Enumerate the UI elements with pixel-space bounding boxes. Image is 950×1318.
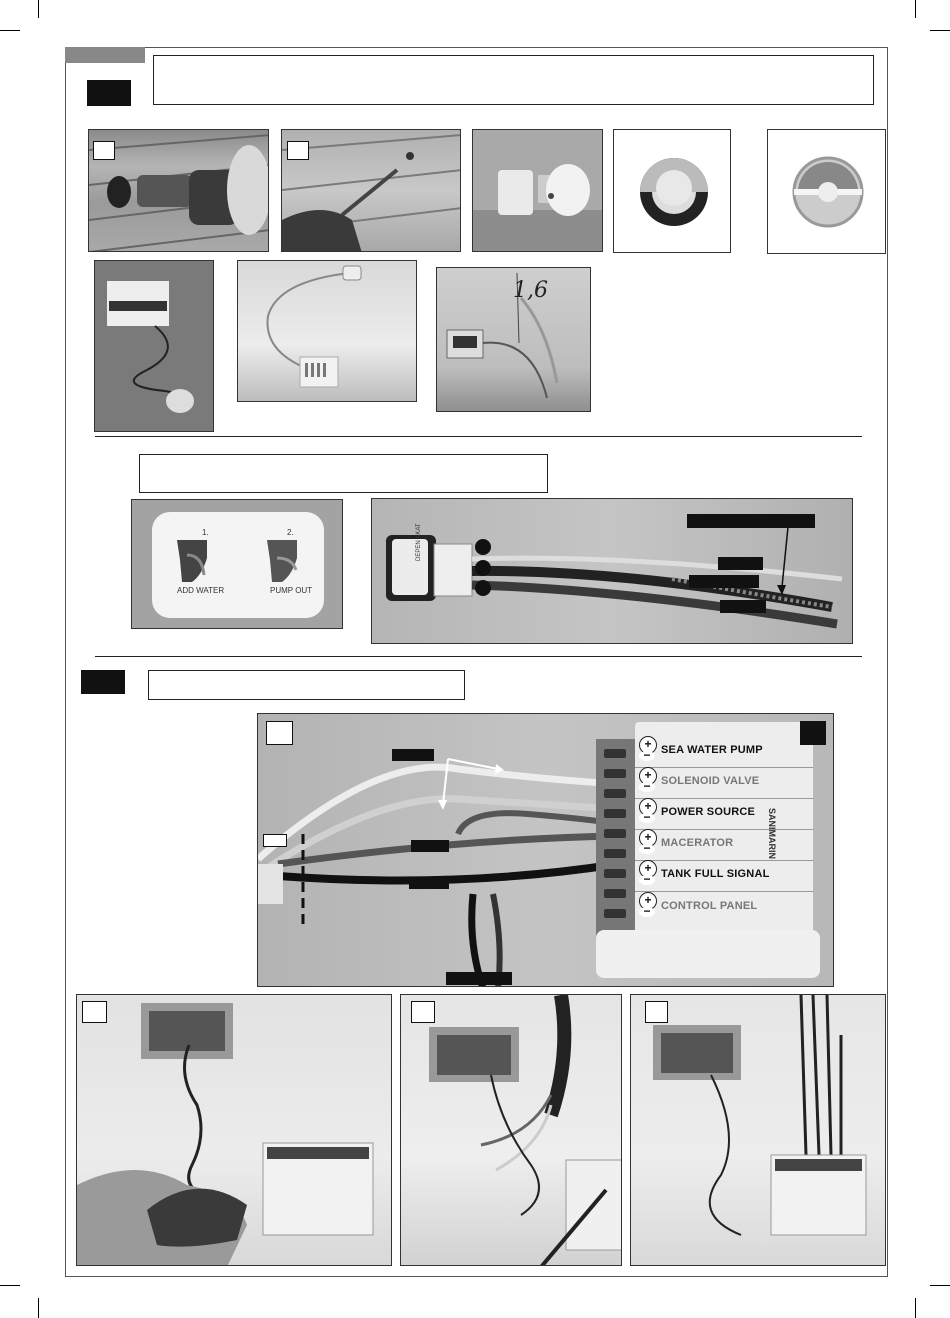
- photo-wiring-terminal: [257, 713, 834, 987]
- section-divider: [95, 656, 862, 657]
- callout-label: [687, 514, 815, 528]
- step-number-box: [411, 1001, 435, 1023]
- panel-row: [635, 829, 813, 861]
- plus-icon: +: [639, 767, 657, 785]
- button1-label: ADD WATER: [177, 586, 225, 595]
- section-title-box: [139, 454, 548, 493]
- photo-sensor-cable: [237, 260, 417, 402]
- wire-label: [409, 877, 449, 889]
- step-number-box: [287, 141, 309, 160]
- photo-wall-mount-handwriting: [436, 267, 591, 412]
- wire-label: [411, 840, 449, 852]
- crop-mark: [0, 30, 20, 31]
- wire-label: [263, 834, 287, 847]
- step-number-box: [645, 1001, 668, 1023]
- plus-icon: +: [639, 860, 657, 878]
- crop-mark: [930, 30, 950, 31]
- photo-control-panel: [131, 499, 343, 629]
- label-power-source: POWER SOURCE: [661, 806, 756, 818]
- label-solenoid-valve: SOLENOID VALVE: [661, 775, 760, 787]
- minus-icon: −: [639, 875, 655, 885]
- photo-stop-button: [613, 129, 731, 253]
- photo-button-parts: [472, 129, 603, 252]
- photo-screwdriver-mount: [76, 994, 392, 1266]
- button1-number: 1.: [202, 528, 209, 537]
- crop-mark: [915, 1298, 916, 1318]
- label-marker: [800, 721, 826, 745]
- step-badge: [81, 670, 125, 694]
- photo-hole-saw: [88, 129, 269, 252]
- panel-row: [635, 767, 813, 799]
- step-badge: [87, 80, 131, 106]
- crop-mark: [915, 0, 916, 18]
- button2-number: 2.: [287, 528, 294, 537]
- wire-marker-dot: [475, 539, 491, 555]
- crop-mark: [930, 1285, 950, 1286]
- wire-label: [392, 749, 434, 761]
- photo-final-mount: [630, 994, 886, 1266]
- panel-row: [635, 860, 813, 892]
- label-tank-full-signal: TANK FULL SIGNAL: [661, 868, 770, 880]
- photo-control-box-cable: [94, 260, 214, 432]
- brand-logo: SANIMARIN: [767, 808, 777, 859]
- callout-label: [689, 575, 759, 588]
- terminal-label-panel: [635, 722, 813, 930]
- handwritten-note: 1,6: [513, 278, 548, 303]
- photo-round-indicator: [767, 129, 886, 254]
- photo-wire-insertion: [400, 994, 622, 1266]
- label-macerator: MACERATOR: [661, 837, 734, 849]
- panel-row: [635, 892, 813, 923]
- plus-icon: +: [639, 892, 657, 910]
- section-title-box: [148, 670, 465, 700]
- plus-icon: +: [639, 736, 657, 754]
- step-number-box: [93, 141, 115, 160]
- plus-icon: +: [639, 829, 657, 847]
- callout-label: [720, 600, 766, 613]
- minus-icon: −: [639, 844, 655, 854]
- minus-icon: −: [639, 751, 655, 761]
- step-number-box: [266, 721, 293, 745]
- minus-icon: −: [639, 782, 655, 792]
- step-number-box: [82, 1001, 107, 1023]
- minus-icon: −: [639, 813, 655, 823]
- label-sea-water-pump: SEA WATER PUMP: [661, 744, 763, 756]
- switch-text: DEPEN KKAT: [416, 523, 422, 561]
- wire-marker-dot: [475, 580, 491, 596]
- crop-mark: [38, 1298, 39, 1318]
- wire-marker-dot: [475, 560, 491, 576]
- section-title-box: [153, 55, 874, 105]
- crop-mark: [38, 0, 39, 18]
- wire-label: [446, 972, 512, 985]
- label-control-panel: CONTROL PANEL: [661, 900, 758, 912]
- plus-icon: +: [639, 798, 657, 816]
- panel-row: [635, 736, 813, 768]
- section-divider: [95, 436, 862, 437]
- callout-label: [718, 557, 763, 570]
- crop-mark: [0, 1285, 20, 1286]
- button2-label: PUMP OUT: [270, 586, 313, 595]
- minus-icon: −: [639, 907, 655, 917]
- header-tab: [65, 47, 145, 63]
- panel-row: [635, 798, 813, 830]
